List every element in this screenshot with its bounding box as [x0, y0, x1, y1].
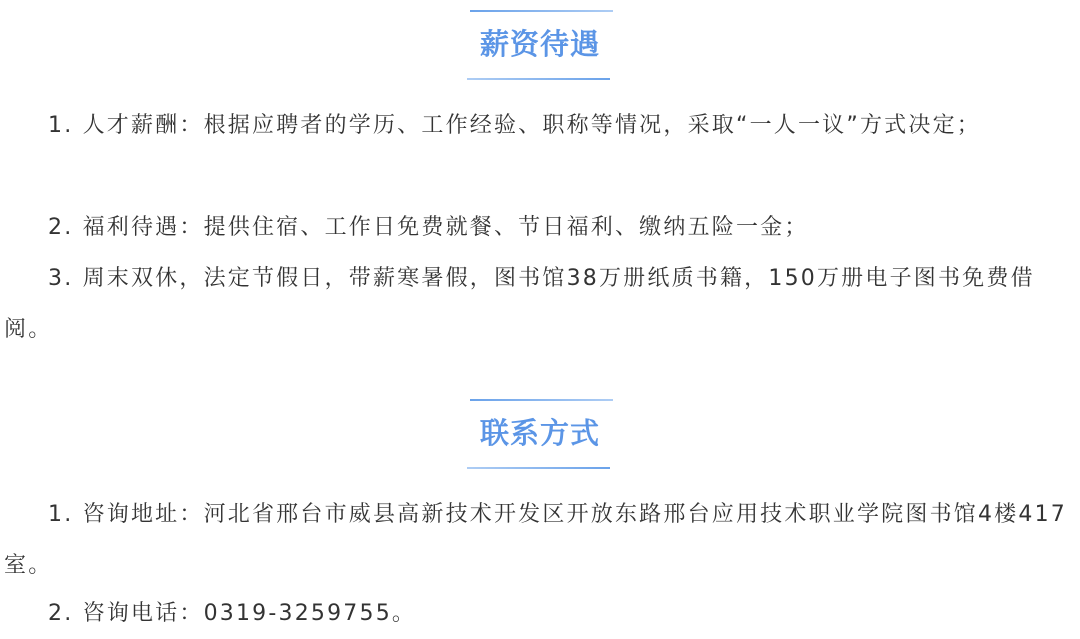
salary-item-2-text: 2. 福利待遇：提供住宿、工作日免费就餐、节日福利、缴纳五险一金； [48, 215, 809, 240]
contact-item-2 [4, 588, 1078, 639]
salary-heading-title: 薪资待遇 [479, 27, 600, 61]
contact-item-1 [4, 489, 1078, 591]
contact-item-1-text: 1. 咨询地址：河北省邢台市威县高新技术开发区开放东路邢台应用技术职业学院图书馆4楼417室。 [4, 502, 1067, 578]
salary-item-1 [4, 100, 1078, 151]
salary-heading-frame [467, 10, 613, 80]
heading-rule-bottom [467, 78, 610, 80]
contact-heading-block [0, 399, 1080, 473]
salary-item-3 [4, 253, 1078, 355]
heading-rule-bottom [467, 467, 610, 469]
contact-item-2-text: 2. 咨询电话：0319-3259755。 [48, 601, 417, 626]
heading-rule-top [470, 399, 613, 401]
salary-item-3-text: 3. 周末双休，法定节假日，带薪寒暑假，图书馆38万册纸质书籍，150万册电子图书免费借阅。 [4, 266, 1035, 342]
heading-rule-top [470, 10, 613, 12]
salary-heading-block [0, 10, 1080, 84]
salary-item-1-text: 1. 人才薪酬：根据应聘者的学历、工作经验、职称等情况，采取“一人一议”方式决定； [48, 113, 981, 138]
contact-heading-frame [467, 399, 613, 469]
salary-item-2 [4, 202, 1078, 253]
contact-heading-title: 联系方式 [479, 416, 600, 450]
